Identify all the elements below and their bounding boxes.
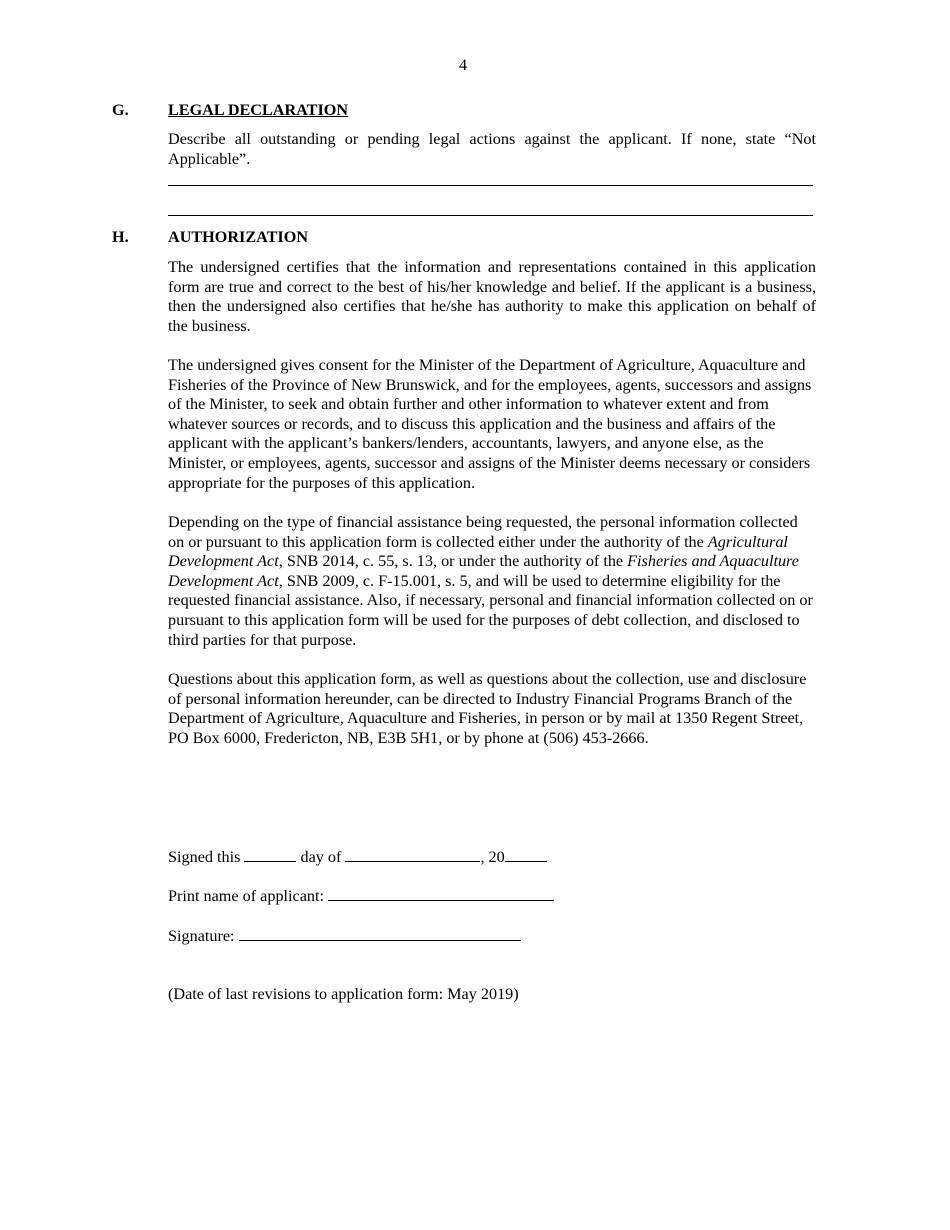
fisheries-aquaculture-act: Fisheries and Aquaculture Development Act xyxy=(168,552,799,590)
agricultural-development-act: Agricultural Development Act xyxy=(168,532,788,571)
print-name-line xyxy=(168,886,554,907)
legal-actions-answer-line-1[interactable] xyxy=(168,185,813,186)
year-prefix: , 20 xyxy=(480,848,505,866)
legal-declaration-instructions: Describe all outstanding or pending legal actions against the applicant. If none, state “Not Applicable”. xyxy=(168,130,816,168)
month-field[interactable] xyxy=(345,847,480,862)
revision-note: (Date of last revisions to application form: May 2019) xyxy=(168,985,519,1003)
section-g-letter: G. xyxy=(112,101,129,119)
print-name-field[interactable] xyxy=(328,886,554,901)
legal-actions-answer-line-2[interactable] xyxy=(168,215,813,216)
para3-text-1: Depending on the type of financial assistance being requested, the personal information collected on or pursuant to this application form is collected either under the authority of the xyxy=(168,513,798,551)
day-field[interactable] xyxy=(244,847,296,862)
para3-text-2: , SNB 2014, c. 55, s. 13, or under the authority of the xyxy=(278,552,628,571)
section-g-title: LEGAL DECLARATION xyxy=(168,101,349,119)
authorization-paragraph-2: The undersigned gives consent for the Minister of the Department of Agriculture, Aquaculture and Fisheries of the Province of New Brunswick, and for the employees, agents, successors and assigns of the Minister, to seek and obtain further and other information to whatever extent and from whatever sources or records, and to discuss this application and the business and affairs of the applicant with the applicant’s bankers/lenders, accountants, lawyers, and anyone else, as the Minister, or employees, agents, successor and assigns of the Minister deems necessary or considers appropriate for the purposes of this application. xyxy=(168,356,812,492)
authorization-paragraph-1: The undersigned certifies that the information and representations contained in this application form are true and correct to the best of his/her knowledge and belief. If the applicant is a business, then the undersigned also certifies that he/she has authority to make this application on behalf of the business. xyxy=(168,258,816,335)
year-field[interactable] xyxy=(505,847,547,862)
authorization-paragraph-3 xyxy=(168,513,816,650)
page-number: 4 xyxy=(458,56,468,74)
signed-date-line xyxy=(168,847,547,868)
print-name-label: Print name of applicant: xyxy=(168,887,324,905)
authorization-paragraph-4: Questions about this application form, as well as questions about the collection, use and disclosure of personal information hereunder, can be directed to Industry Financial Programs Branch of the Department of Agriculture, Aquaculture and Fisheries, in person or by mail at 1350 Regent Street, PO Box 6000, Fredericton, NB, E3B 5H1, or by phone at (506) 453-2666. xyxy=(168,670,807,747)
signature-label: Signature: xyxy=(168,927,235,945)
signature-field[interactable] xyxy=(239,926,521,941)
signature-line xyxy=(168,926,521,947)
section-h-title: AUTHORIZATION xyxy=(168,228,309,246)
day-of-label: day of xyxy=(300,848,342,866)
para3-text-3: , SNB 2009, c. F-15.001, s. 5, and will be used to determine eligibility for the requested financial assistance. Also, if necessary, personal and financial information collected on or pursuant to this application form will be used for the purposes of debt collection, and disclosed to third parties for that purpose. xyxy=(168,571,813,649)
signed-this-label: Signed this xyxy=(168,848,241,866)
section-h-letter: H. xyxy=(112,228,129,246)
